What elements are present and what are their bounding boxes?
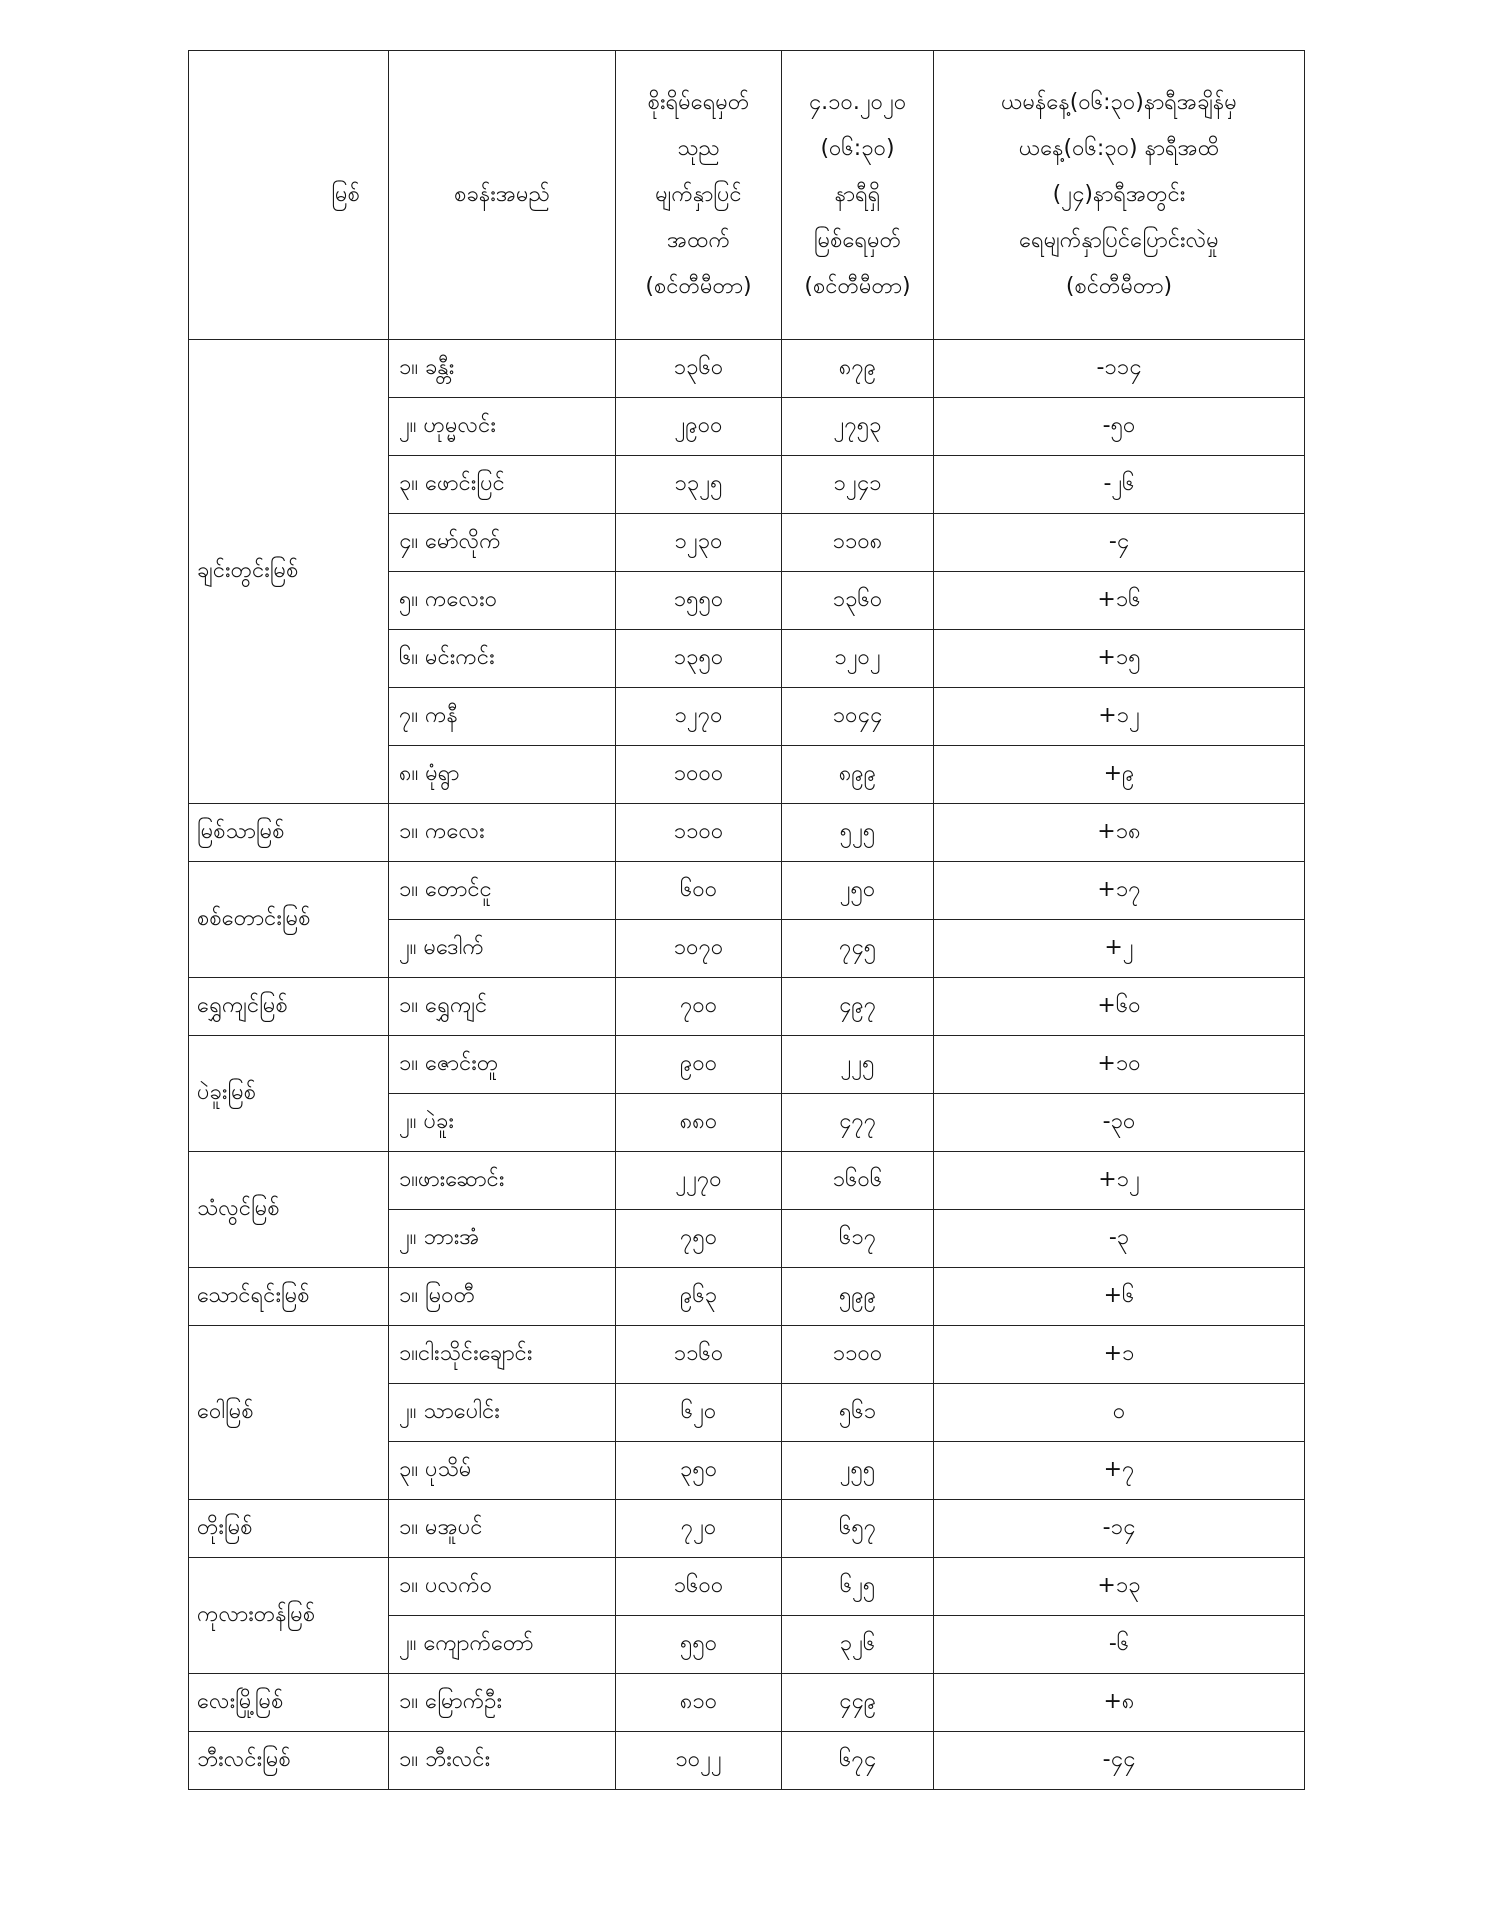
level-change: +၂ — [934, 920, 1305, 978]
water-level: ၆၅၇ — [782, 1500, 934, 1558]
table-row — [189, 804, 1305, 862]
water-level: ၂၅၅ — [782, 1442, 934, 1500]
danger-level: ၁၃၂၅ — [616, 456, 782, 514]
water-level: ၁၆၀၆ — [782, 1152, 934, 1210]
water-level: ၆၇၄ — [782, 1732, 934, 1790]
table-row — [189, 1268, 1305, 1326]
danger-level: ၉၆၃ — [616, 1268, 782, 1326]
station-name: ၁။ငါးသိုင်းချောင်း — [389, 1326, 616, 1384]
table-row — [189, 1732, 1305, 1790]
level-change: +၁ — [934, 1326, 1305, 1384]
water-level: ၁၀၄၄ — [782, 688, 934, 746]
level-change: +၆၀ — [934, 978, 1305, 1036]
station-name: ၂။ ဟုမ္မလင်း — [389, 398, 616, 456]
header-danger-level: စိုးရိမ်ရေမှတ် သုည မျက်နှာပြင် အထက် (စင်တီမီတာ) — [616, 51, 782, 340]
station-name: ၁။ ကလေး — [389, 804, 616, 862]
level-change: +၁၃ — [934, 1558, 1305, 1616]
station-name: ၇။ ကနီ — [389, 688, 616, 746]
table-row — [189, 862, 1305, 920]
header-row — [189, 51, 1305, 340]
level-change: +၁၆ — [934, 572, 1305, 630]
station-name: ၂။ သာပေါင်း — [389, 1384, 616, 1442]
level-change: -၃၀ — [934, 1094, 1305, 1152]
danger-level: ၆၀၀ — [616, 862, 782, 920]
station-name: ၁။ ဘီးလင်း — [389, 1732, 616, 1790]
level-change: +၁၇ — [934, 862, 1305, 920]
river-name: ချင်းတွင်းမြစ် — [189, 340, 389, 804]
water-level: ၆၂၅ — [782, 1558, 934, 1616]
danger-level: ၁၀၂၂ — [616, 1732, 782, 1790]
danger-level: ၁၆၀၀ — [616, 1558, 782, 1616]
river-name: ကုလားတန်မြစ် — [189, 1558, 389, 1674]
station-name: ၁။ မအူပင် — [389, 1500, 616, 1558]
table-row — [189, 1500, 1305, 1558]
danger-level: ၁၂၇၀ — [616, 688, 782, 746]
water-level: ၂၅၀ — [782, 862, 934, 920]
river-name: ရွှေကျင်မြစ် — [189, 978, 389, 1036]
level-change: +၆ — [934, 1268, 1305, 1326]
station-name: ၁။ ပလက်ဝ — [389, 1558, 616, 1616]
water-level: ၈၇၉ — [782, 340, 934, 398]
danger-level: ၁၂၃၀ — [616, 514, 782, 572]
station-name: ၁။ မြောက်ဦး — [389, 1674, 616, 1732]
water-level: ၁၃၆၀ — [782, 572, 934, 630]
level-change: -၁၄ — [934, 1500, 1305, 1558]
level-change: -၃ — [934, 1210, 1305, 1268]
danger-level: ၂၉၀၀ — [616, 398, 782, 456]
station-name: ၁။ ရွှေကျင် — [389, 978, 616, 1036]
danger-level: ၁၀၀၀ — [616, 746, 782, 804]
danger-level: ၆၂၀ — [616, 1384, 782, 1442]
danger-level: ၃၅၀ — [616, 1442, 782, 1500]
level-change: ၀ — [934, 1384, 1305, 1442]
danger-level: ၉၀၀ — [616, 1036, 782, 1094]
level-change: +၉ — [934, 746, 1305, 804]
level-change: -၄၄ — [934, 1732, 1305, 1790]
level-change: +၈ — [934, 1674, 1305, 1732]
river-name: သံလွင်မြစ် — [189, 1152, 389, 1268]
level-change: +၁၅ — [934, 630, 1305, 688]
river-name: လေးမြို့မြစ် — [189, 1674, 389, 1732]
danger-level: ၁၁၀၀ — [616, 804, 782, 862]
table-row — [189, 1558, 1305, 1616]
water-level: ၃၂၆ — [782, 1616, 934, 1674]
station-name: ၂။ ကျောက်တော် — [389, 1616, 616, 1674]
level-change: -၆ — [934, 1616, 1305, 1674]
water-level: ၁၁၀၈ — [782, 514, 934, 572]
danger-level: ၁၅၅၀ — [616, 572, 782, 630]
station-name: ၂။ ဘားအံ — [389, 1210, 616, 1268]
water-level: ၄၄၉ — [782, 1674, 934, 1732]
station-name: ၁။ဖားဆောင်း — [389, 1152, 616, 1210]
header-water-level: ၄.၁၀.၂၀၂၀ (၀၆:၃၀) နာရီရှိ မြစ်ရေမှတ် (စင်တီမီတာ) — [782, 51, 934, 340]
river-name: သောင်ရင်းမြစ် — [189, 1268, 389, 1326]
water-level: ၈၉၉ — [782, 746, 934, 804]
river-name: ပဲခူးမြစ် — [189, 1036, 389, 1152]
water-level: ၂၂၅ — [782, 1036, 934, 1094]
header-station: စခန်းအမည် — [389, 51, 616, 340]
danger-level: ၁၃၆၀ — [616, 340, 782, 398]
level-change: +၁၈ — [934, 804, 1305, 862]
water-level: ၄၉၇ — [782, 978, 934, 1036]
level-change: +၁၀ — [934, 1036, 1305, 1094]
station-name: ၁။ ဇောင်းတူ — [389, 1036, 616, 1094]
table-row — [189, 1326, 1305, 1384]
level-change: -၅၀ — [934, 398, 1305, 456]
water-level: ၄၇၇ — [782, 1094, 934, 1152]
table-header — [189, 51, 1305, 340]
danger-level: ၇၂၀ — [616, 1500, 782, 1558]
level-change: +၁၂ — [934, 1152, 1305, 1210]
station-name: ၄။ မော်လိုက် — [389, 514, 616, 572]
table-row — [189, 1036, 1305, 1094]
level-change: +၁၂ — [934, 688, 1305, 746]
level-change: -၄ — [934, 514, 1305, 572]
level-change: +၇ — [934, 1442, 1305, 1500]
water-level: ၂၇၅၃ — [782, 398, 934, 456]
river-name: တိုးမြစ် — [189, 1500, 389, 1558]
station-name: ၂။ မဒေါက် — [389, 920, 616, 978]
river-name: ဝေါမြစ် — [189, 1326, 389, 1500]
danger-level: ၇၅၀ — [616, 1210, 782, 1268]
table-row — [189, 1674, 1305, 1732]
danger-level: ၇၀၀ — [616, 978, 782, 1036]
station-name: ၃။ ဖောင်းပြင် — [389, 456, 616, 514]
station-name: ၁။ ခန္တီး — [389, 340, 616, 398]
water-level: ၁၂၄၁ — [782, 456, 934, 514]
water-level: ၅၉၉ — [782, 1268, 934, 1326]
table-row — [189, 1152, 1305, 1210]
table-body — [189, 340, 1305, 1790]
river-name: မြစ်သာမြစ် — [189, 804, 389, 862]
station-name: ၃။ ပုသိမ် — [389, 1442, 616, 1500]
danger-level: ၈၁၀ — [616, 1674, 782, 1732]
level-change: -၂၆ — [934, 456, 1305, 514]
station-name: ၁။ တောင်ငူ — [389, 862, 616, 920]
danger-level: ၂၂၇၀ — [616, 1152, 782, 1210]
danger-level: ၁၀၇၀ — [616, 920, 782, 978]
level-change: -၁၁၄ — [934, 340, 1305, 398]
water-level: ၁၁၀၀ — [782, 1326, 934, 1384]
danger-level: ၁၃၅၀ — [616, 630, 782, 688]
river-name: ဘီးလင်းမြစ် — [189, 1732, 389, 1790]
table-row — [189, 978, 1305, 1036]
water-level: ၅၂၅ — [782, 804, 934, 862]
header-24h-change: ယမန်နေ့(၀၆:၃၀)နာရီအချိန်မှ ယနေ့(၀၆:၃၀) နာရီအထိ (၂၄)နာရီအတွင်း ရေမျက်နှာပြင်ပြောင်းလဲမှု (စင်တီမီတာ) — [934, 51, 1305, 340]
station-name: ၈။ မုံရွာ — [389, 746, 616, 804]
water-level: ၇၄၅ — [782, 920, 934, 978]
river-name: စစ်တောင်းမြစ် — [189, 862, 389, 978]
danger-level: ၁၁၆၀ — [616, 1326, 782, 1384]
water-level: ၅၆၁ — [782, 1384, 934, 1442]
danger-level: ၅၅၀ — [616, 1616, 782, 1674]
station-name: ၅။ ကလေးဝ — [389, 572, 616, 630]
river-water-level-table — [188, 50, 1305, 1790]
station-name: ၂။ ပဲခူး — [389, 1094, 616, 1152]
water-level: ၆၁၇ — [782, 1210, 934, 1268]
danger-level: ၈၈၀ — [616, 1094, 782, 1152]
station-name: ၁။ မြဝတီ — [389, 1268, 616, 1326]
header-river: မြစ် — [189, 51, 389, 340]
table-row — [189, 340, 1305, 398]
station-name: ၆။ မင်းကင်း — [389, 630, 616, 688]
water-level: ၁၂၀၂ — [782, 630, 934, 688]
